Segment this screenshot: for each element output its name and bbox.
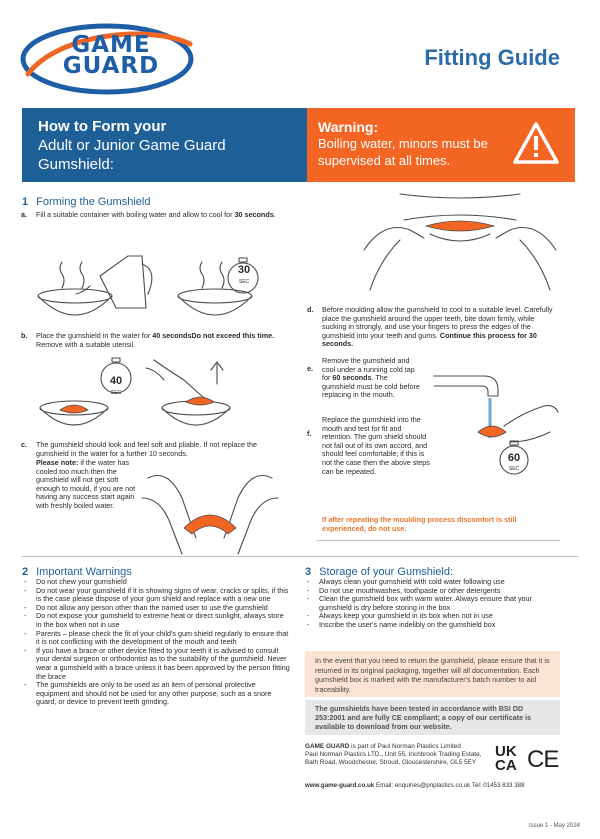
warning-item: - If you have a brace or other device fitted to your teeth it is advised to consult your dental surgeon or orthodontist as to the suitability of the gumshield. Never wear a gumshield with a brace unless it has been approved by the person fitting the brace bbox=[24, 647, 290, 681]
logo-text bbox=[46, 32, 176, 79]
step-f-text: Replace the gumshield into the mouth and test for fit and retention. The gum shield should not fall out of its own accord, and should feel comfortable; if this is not the case then the above steps can be repeated. bbox=[322, 415, 430, 476]
step-b-end: Remove with a suitable utensil. bbox=[36, 339, 136, 349]
ukca-bottom: CA bbox=[495, 757, 517, 774]
section-1-number: 1 bbox=[22, 196, 29, 208]
step-a-text: Fill a suitable container with boiling water and allow to cool for bbox=[36, 210, 235, 219]
warning-title: Warning: bbox=[318, 119, 379, 135]
how-to-banner bbox=[22, 108, 307, 182]
step-a-bold: 30 seconds bbox=[234, 210, 274, 219]
storage-item: - Always clean your gumshield with cold water following use bbox=[307, 578, 563, 587]
step-b-bold: 40 secondsDo not exceed this time. bbox=[152, 331, 275, 340]
warning-banner bbox=[307, 108, 575, 182]
step-c-letter: c. bbox=[21, 440, 27, 449]
warning-item: - Do not expose your gumshield to extreme heat or direct sunlight, always store in the box when not in use bbox=[24, 612, 290, 629]
warning-item: - Do not wear your gumshield if it is showing signs of wear, cracks or splits, if this is the case please dispose of your gum shield and replace with a new one bbox=[24, 587, 290, 604]
step-b-text: Place the gumshield in the water for bbox=[36, 331, 153, 340]
timer-30-unit: SEC bbox=[238, 279, 250, 285]
please-note bbox=[36, 459, 140, 511]
cold-tap-illustration bbox=[430, 362, 562, 482]
step-d-letter: d. bbox=[307, 305, 314, 314]
warning-text: Boiling water, minors must be supervised at all times. bbox=[318, 136, 488, 168]
testing-info-box: The gumshields have been tested in accordance with BSI DD 253:2001 and are fully CE compliant; a copy of our certificate is available to download from our website. bbox=[305, 700, 560, 735]
logo-line-2: GUARD bbox=[62, 53, 160, 79]
step-a bbox=[21, 210, 286, 220]
warning-item: - Parents – please check the fit of your child's gum shield regularly to ensure that it is not conflicting with the development of the mouth and teeth bbox=[24, 630, 290, 647]
step-c-text: The gumshield should look and feel soft and pliable. If not replace the gumshield in the water for a further 10 seconds. bbox=[36, 440, 257, 458]
step-d bbox=[307, 305, 560, 349]
section-1-heading bbox=[22, 196, 150, 208]
step-a-letter: a. bbox=[21, 210, 27, 219]
page-title: Fitting Guide bbox=[424, 45, 560, 70]
step-a-end: . bbox=[273, 210, 276, 219]
please-note-label: Please note: bbox=[36, 458, 79, 467]
timer-60-value: 60 bbox=[507, 452, 521, 464]
gumshield-in-water-illustration bbox=[34, 354, 274, 438]
ce-mark: CE bbox=[527, 746, 559, 773]
contact-line bbox=[305, 782, 525, 789]
company-line: is part of Paul Norman Plastics Limited bbox=[349, 743, 461, 750]
contact-details: Email: enquiries@pnplastics.co.uk Tel: 01453 833 388 bbox=[374, 782, 525, 789]
company-address: Paul Norman Plastics LTD., Unit 55, Inchbrook Trading Estate, Bath Road, Woodchester, Stroud, Gloucestershire, GL5 5EY bbox=[305, 750, 482, 766]
section-2-number: 2 bbox=[22, 566, 29, 578]
warnings-list bbox=[24, 578, 290, 707]
step-d-bold: Continue this process for 30 seconds. bbox=[322, 330, 537, 349]
warning-item: - The gumshields are only to be used as an item of personal protective equipment and should not be used for any other purpose, such as a snore guard, or device to prevent teeth grinding. bbox=[24, 681, 290, 707]
timer-30-value: 30 bbox=[237, 264, 251, 276]
step-c bbox=[21, 440, 290, 458]
timer-40-value: 40 bbox=[109, 375, 123, 387]
banner-line-3: Gumshield: bbox=[38, 156, 114, 173]
step-e-text: Remove the gumshield and cool under a running cold tap for bbox=[322, 356, 415, 383]
company-info bbox=[305, 743, 495, 766]
step-b-letter: b. bbox=[21, 331, 28, 340]
storage-item: - Inscribe the user's name indelibly on the gumshield box bbox=[307, 621, 563, 630]
section-1-title: Forming the Gumshield bbox=[36, 196, 151, 208]
step-e-end: . The gumshield must be cold before replacing in the mouth. bbox=[322, 373, 420, 400]
timer-60-unit: SEC bbox=[508, 466, 520, 472]
discomfort-note: If after repeating the moulding process discomfort is still experienced, do not use. bbox=[322, 515, 517, 533]
pliable-gumshield-illustration bbox=[140, 458, 280, 558]
warning-triangle-icon bbox=[511, 120, 561, 168]
ukca-top: UK bbox=[495, 743, 517, 760]
section-divider bbox=[22, 556, 578, 557]
mouth-fitting-illustration bbox=[360, 190, 560, 296]
storage-list bbox=[307, 578, 563, 630]
step-f bbox=[307, 415, 430, 476]
storage-item: - Do not use mouthwashes, toothpaste or other detergents bbox=[307, 587, 563, 596]
warning-item: - Do not chew your gumshield bbox=[24, 578, 290, 587]
website-link[interactable]: www.game-guard.co.uk bbox=[305, 782, 375, 789]
step-f-letter: f. bbox=[307, 429, 312, 438]
ukca-mark bbox=[495, 745, 525, 773]
storage-item: - Always keep your gumshield in its box when not in use bbox=[307, 612, 563, 621]
return-info-box: In the event that you need to return the gumshield, please ensure that it is returned in its original packaging, together will all documentation. Each gumshield box is marked with the manufacturer's batch number to aid traceability. bbox=[305, 651, 560, 697]
storage-item: - Clean the gumshield box with warm water. Always ensure that your gumshield is dry before storing in the box bbox=[307, 595, 563, 612]
step-e bbox=[307, 356, 420, 400]
banner-line-1: How to Form your bbox=[38, 118, 167, 135]
step-e-bold: 60 seconds bbox=[332, 373, 372, 383]
step-b bbox=[21, 331, 286, 349]
step-e-letter: e. bbox=[307, 364, 313, 373]
section-3-number: 3 bbox=[305, 566, 312, 578]
step-d-text: Before moulding allow the gumshield to cool to a suitable level. Carefully place the gumshield around the upper teeth, bite down firmly, while sucking in strongly, and use your fingers to press the edges of the gumshield into your teeth and gums. bbox=[322, 305, 553, 340]
company-name: GAME GUARD bbox=[305, 743, 350, 750]
column-rule bbox=[316, 540, 560, 541]
logo-line-1: GAME bbox=[71, 32, 151, 58]
please-note-text: if the water has cooled too much then the gumshield will not get soft enough to mould, if you are not having any success start again with freshly boiled water. bbox=[36, 458, 136, 510]
section-2-title: Important Warnings bbox=[36, 566, 132, 578]
banner-line-2: Adult or Junior Game Guard bbox=[38, 137, 226, 154]
issue-label: Issue 1 - May 2024 bbox=[528, 823, 580, 829]
timer-40-unit: SEC bbox=[110, 390, 122, 396]
section-3-title: Storage of your Gumshield: bbox=[319, 566, 454, 578]
warning-item: - Do not allow any person other than the named user to use the gumshield bbox=[24, 604, 290, 613]
game-guard-logo bbox=[18, 22, 196, 96]
